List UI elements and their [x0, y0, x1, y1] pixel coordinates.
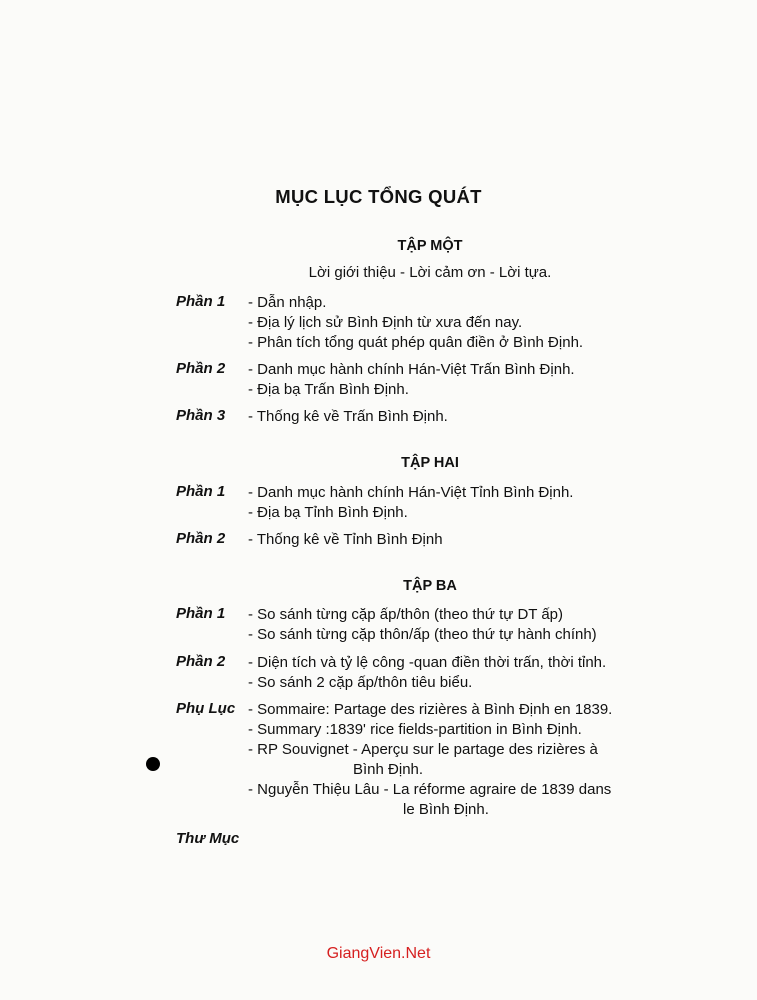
section-line: - Nguyễn Thiệu Lâu - La réforme agraire de 1839 dans	[248, 781, 612, 798]
section-line: - Phân tích tổng quát phép quân điền ở Bình Định.	[248, 334, 584, 351]
section-line: - RP Souvignet - Aperçu sur le partage des rizières à	[248, 741, 598, 758]
volume-heading: TẬP MỘT	[397, 238, 463, 254]
section-label: Phần 2	[176, 360, 226, 377]
section-label: Phần 1	[176, 293, 226, 310]
section-label: Phần 1	[176, 605, 226, 622]
section-line: - Danh mục hành chính Hán-Việt Tỉnh Bình Định.	[248, 484, 574, 501]
section-line: - So sánh từng cặp ấp/thôn (theo thứ tự DT ấp)	[248, 606, 564, 623]
page-title: MỤC LỤC TỔNG QUÁT	[275, 186, 482, 207]
volume-intro: Lời giới thiệu - Lời cảm ơn - Lời tựa.	[308, 264, 552, 281]
section-line: - Sommaire: Partage des rizières à Bình Định en 1839.	[248, 701, 613, 718]
section-line: Bình Định.	[353, 761, 424, 778]
ink-dot	[146, 757, 160, 771]
watermark-text: GiangVien.Net	[326, 945, 431, 962]
section-line: - Diện tích và tỷ lệ công -quan điền thời trấn, thời tỉnh.	[248, 654, 607, 671]
section-line: - Thống kê về Trấn Bình Định.	[248, 408, 448, 425]
section-line: - Địa lý lịch sử Bình Định từ xưa đến nay.	[248, 314, 523, 331]
section-label: Phần 1	[176, 483, 226, 500]
section-line: - Summary :1839' rice fields-partition in Bình Định.	[248, 721, 582, 738]
volume-heading: TẬP BA	[403, 578, 457, 594]
section-line: - So sánh từng cặp thôn/ấp (theo thứ tự hành chính)	[248, 626, 597, 643]
section-label: Phụ Lục	[176, 700, 236, 717]
section-label: Phần 2	[176, 653, 226, 670]
section-label: Phần 3	[176, 407, 226, 424]
section-line: le Bình Định.	[403, 801, 489, 818]
section-line: - Dẫn nhập.	[248, 294, 327, 311]
section-line: - Thống kê về Tỉnh Bình Định	[248, 531, 443, 548]
section-line: - Danh mục hành chính Hán-Việt Trấn Bình Định.	[248, 361, 575, 378]
section-label: Phần 2	[176, 530, 226, 547]
section-line: - Địa bạ Trấn Bình Định.	[248, 381, 409, 398]
section-line: - So sánh 2 cặp ấp/thôn tiêu biểu.	[248, 674, 473, 691]
section-line: - Địa bạ Tỉnh Bình Định.	[248, 504, 408, 521]
volume-heading: TẬP HAI	[401, 455, 459, 471]
section-label: Thư Mục	[176, 830, 240, 847]
